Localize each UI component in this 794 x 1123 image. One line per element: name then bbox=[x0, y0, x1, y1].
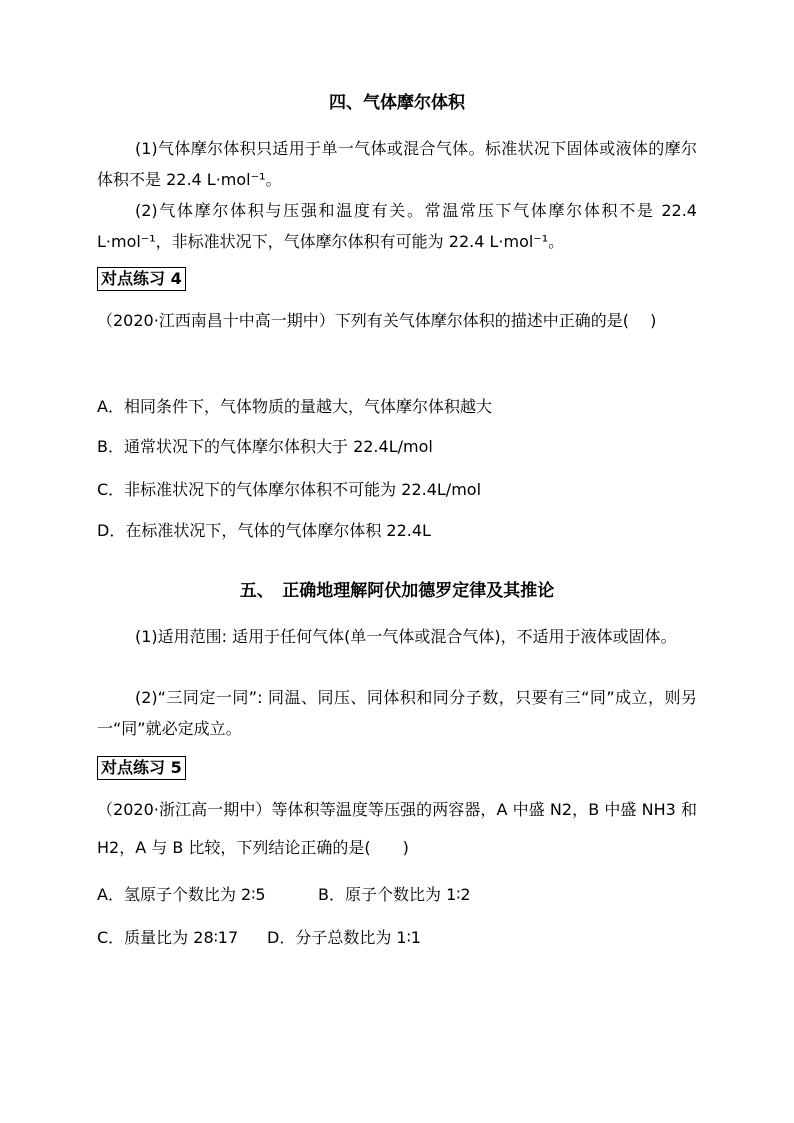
exercise-5-option-b: B．原子个数比为 1∶2 bbox=[318, 885, 471, 904]
section-5-point-2: (2)“三同定一同”: 同温、同压、同体积和同分子数，只要有三“同”成立，则另一“同”就必定成立。 bbox=[97, 688, 697, 738]
exercise-4-option-d: D．在标准状况下，气体的气体摩尔体积 22.4L bbox=[97, 521, 431, 540]
section-4-title: 四、气体摩尔体积 bbox=[329, 93, 465, 113]
exercise-5-label: 对点练习 5 bbox=[97, 756, 186, 780]
section-5-point-1: (1)适用范围: 适用于任何气体(单一气体或混合气体)，不适用于液体或固体。 bbox=[135, 627, 677, 646]
exercise-4-label: 对点练习 4 bbox=[97, 267, 186, 291]
section-5-title: 五、 正确地理解阿伏加德罗定律及其推论 bbox=[239, 581, 555, 601]
exercise-5-option-a: A．氢原子个数比为 2∶5 bbox=[97, 885, 266, 904]
exercise-5-option-d: D．分子总数比为 1∶1 bbox=[267, 928, 421, 947]
exercise-4-question: （2020·江西南昌十中高一期中）下列有关气体摩尔体积的描述中正确的是( ) bbox=[97, 311, 657, 330]
section-4-point-1: (1)气体摩尔体积只适用于单一气体或混合气体。标准状况下固体或液体的摩尔体积不是 22.4 L·mol⁻¹。 bbox=[97, 139, 697, 189]
exercise-4-option-c: C．非标准状况下的气体摩尔体积不可能为 22.4L/mol bbox=[97, 480, 482, 499]
exercise-4-option-a: A．相同条件下，气体物质的量越大，气体摩尔体积越大 bbox=[97, 397, 492, 416]
exercise-5-option-c: C．质量比为 28∶17 bbox=[97, 928, 239, 947]
exercise-4-option-b: B．通常状况下的气体摩尔体积大于 22.4L/mol bbox=[97, 437, 433, 456]
exercise-5-question: （2020·浙江高一期中）等体积等温度等压强的两容器，A 中盛 N2，B 中盛 NH3 和 H2，A 与 B 比较，下列结论正确的是( ) bbox=[97, 800, 697, 857]
section-4-point-2: (2)气体摩尔体积与压强和温度有关。常温常压下气体摩尔体积不是 22.4 L·mol⁻¹，非标准状况下，气体摩尔体积有可能为 22.4 L·mol⁻¹。 bbox=[97, 201, 697, 251]
